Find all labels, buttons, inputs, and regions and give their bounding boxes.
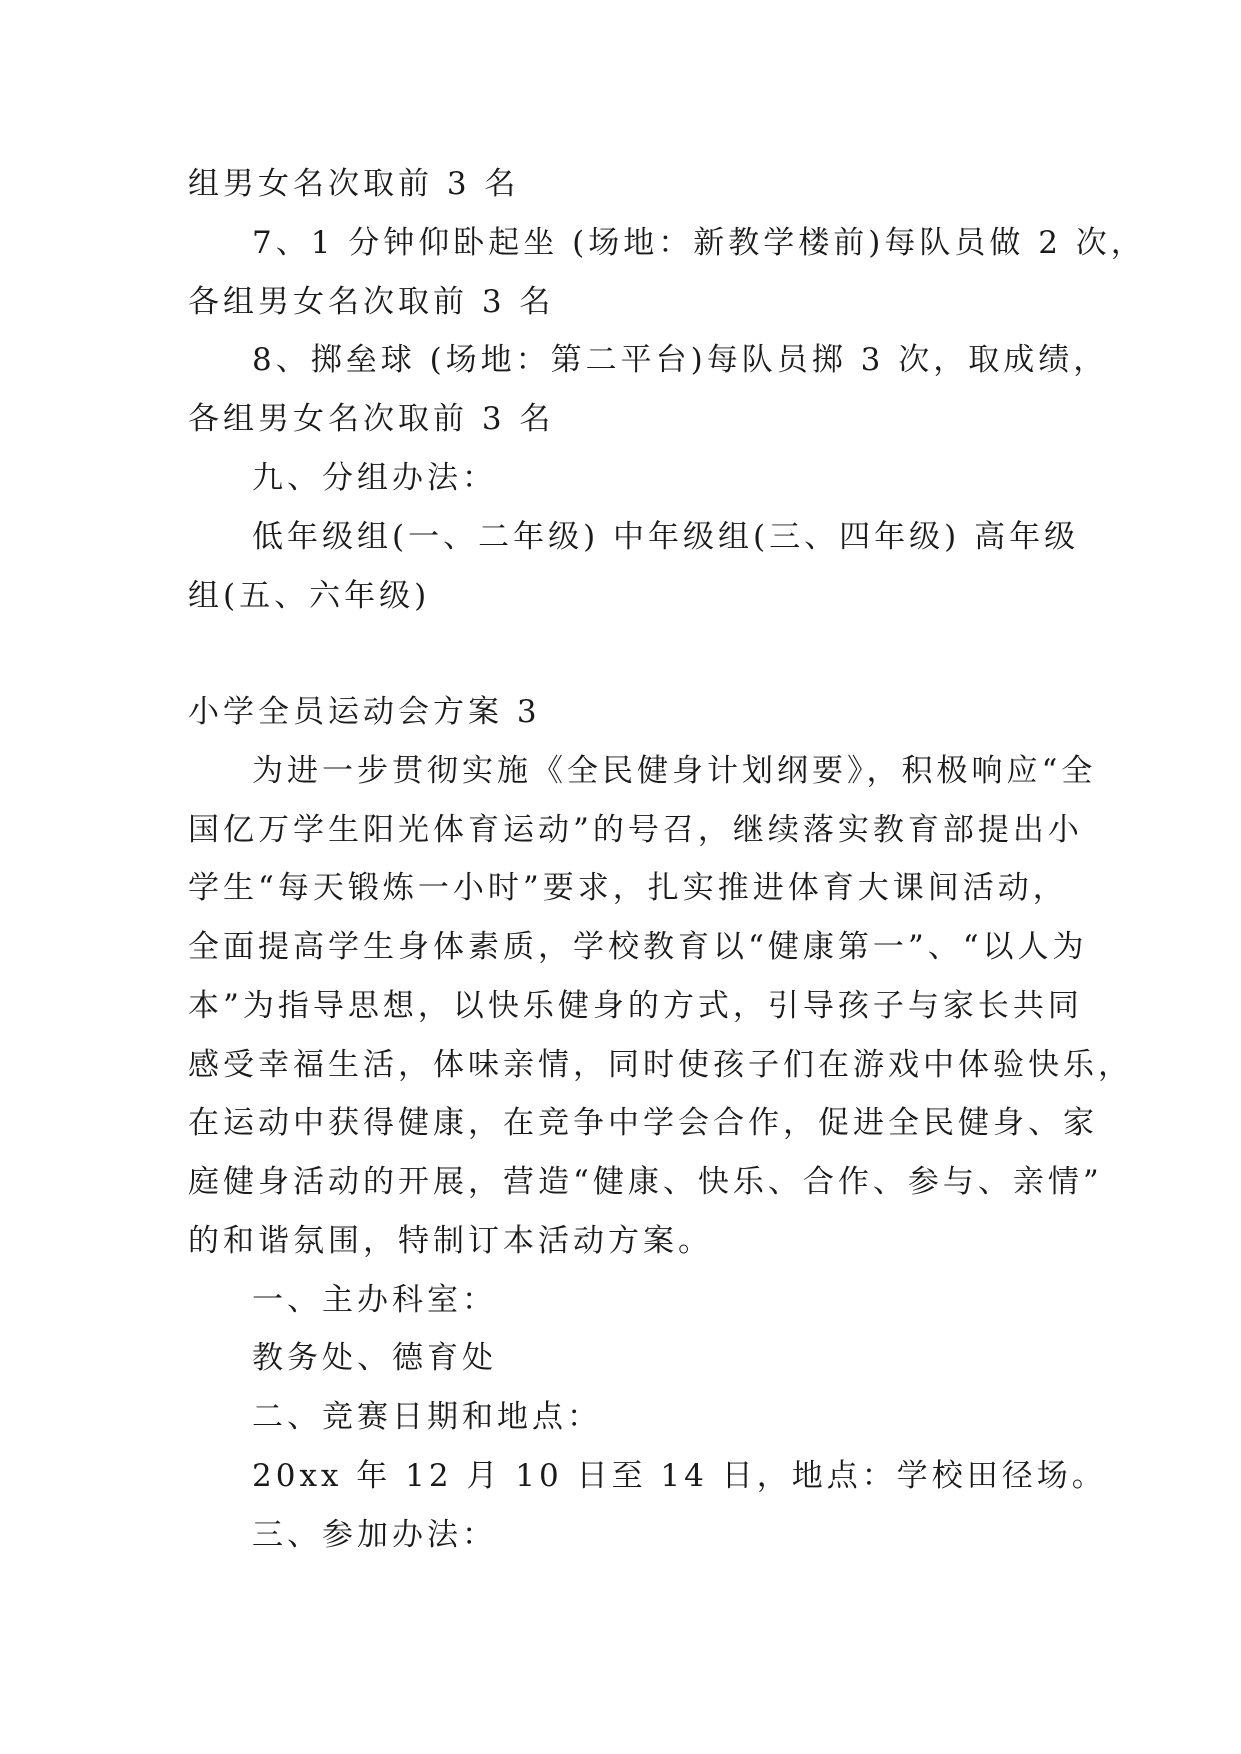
- text-line: 国亿万学生阳光体育运动”的号召，继续落实教育部提出小: [188, 812, 1083, 848]
- text-line: 三、参加办法：: [252, 1517, 497, 1553]
- text-line: 低年级组(一、二年级) 中年级组(三、四年级) 高年级: [252, 519, 1080, 555]
- text-line: 本”为指导思想，以快乐健身的方式，引导孩子与家长共同: [188, 988, 1083, 1024]
- text-line: 一、主办科室：: [252, 1282, 497, 1318]
- text-line: 教务处、德育处: [252, 1340, 497, 1376]
- text-line: 组男女名次取前 3 名: [188, 166, 520, 202]
- text-line: 为进一步贯彻实施《全民健身计划纲要》，积极响应“全: [252, 753, 1097, 789]
- text-line: 组(五、六年级): [188, 578, 431, 614]
- text-line: 全面提高学生身体素质，学校教育以“健康第一”、“以人为: [188, 929, 1088, 965]
- text-line: 各组男女名次取前 3 名: [188, 401, 555, 437]
- text-line: 在运动中获得健康，在竞争中学会合作，促进全民健身、家: [188, 1105, 1098, 1141]
- section-heading: 小学全员运动会方案 3: [188, 694, 541, 730]
- text-line: 学生“每天锻炼一小时”要求，扎实推进体育大课间活动，: [188, 870, 1068, 906]
- text-line: 感受幸福生活，体味亲情，同时使孩子们在游戏中体验快乐，: [188, 1047, 1133, 1083]
- text-line: 九、分组办法：: [252, 460, 497, 496]
- text-line: 7、1 分钟仰卧起坐 (场地：新教学楼前)每队员做 2 次，: [252, 225, 1146, 261]
- text-line: 8、掷垒球 (场地：第二平台)每队员掷 3 次，取成绩，: [252, 342, 1109, 378]
- text-line: 二、竞赛日期和地点：: [252, 1399, 602, 1435]
- text-line: 庭健身活动的开展，营造“健康、快乐、合作、参与、亲情”: [188, 1164, 1103, 1200]
- text-line: 20xx 年 12 月 10 日至 14 日，地点：学校田径场。: [252, 1458, 1107, 1494]
- text-line: 的和谐氛围，特制订本活动方案。: [188, 1223, 713, 1259]
- text-line: 各组男女名次取前 3 名: [188, 284, 555, 320]
